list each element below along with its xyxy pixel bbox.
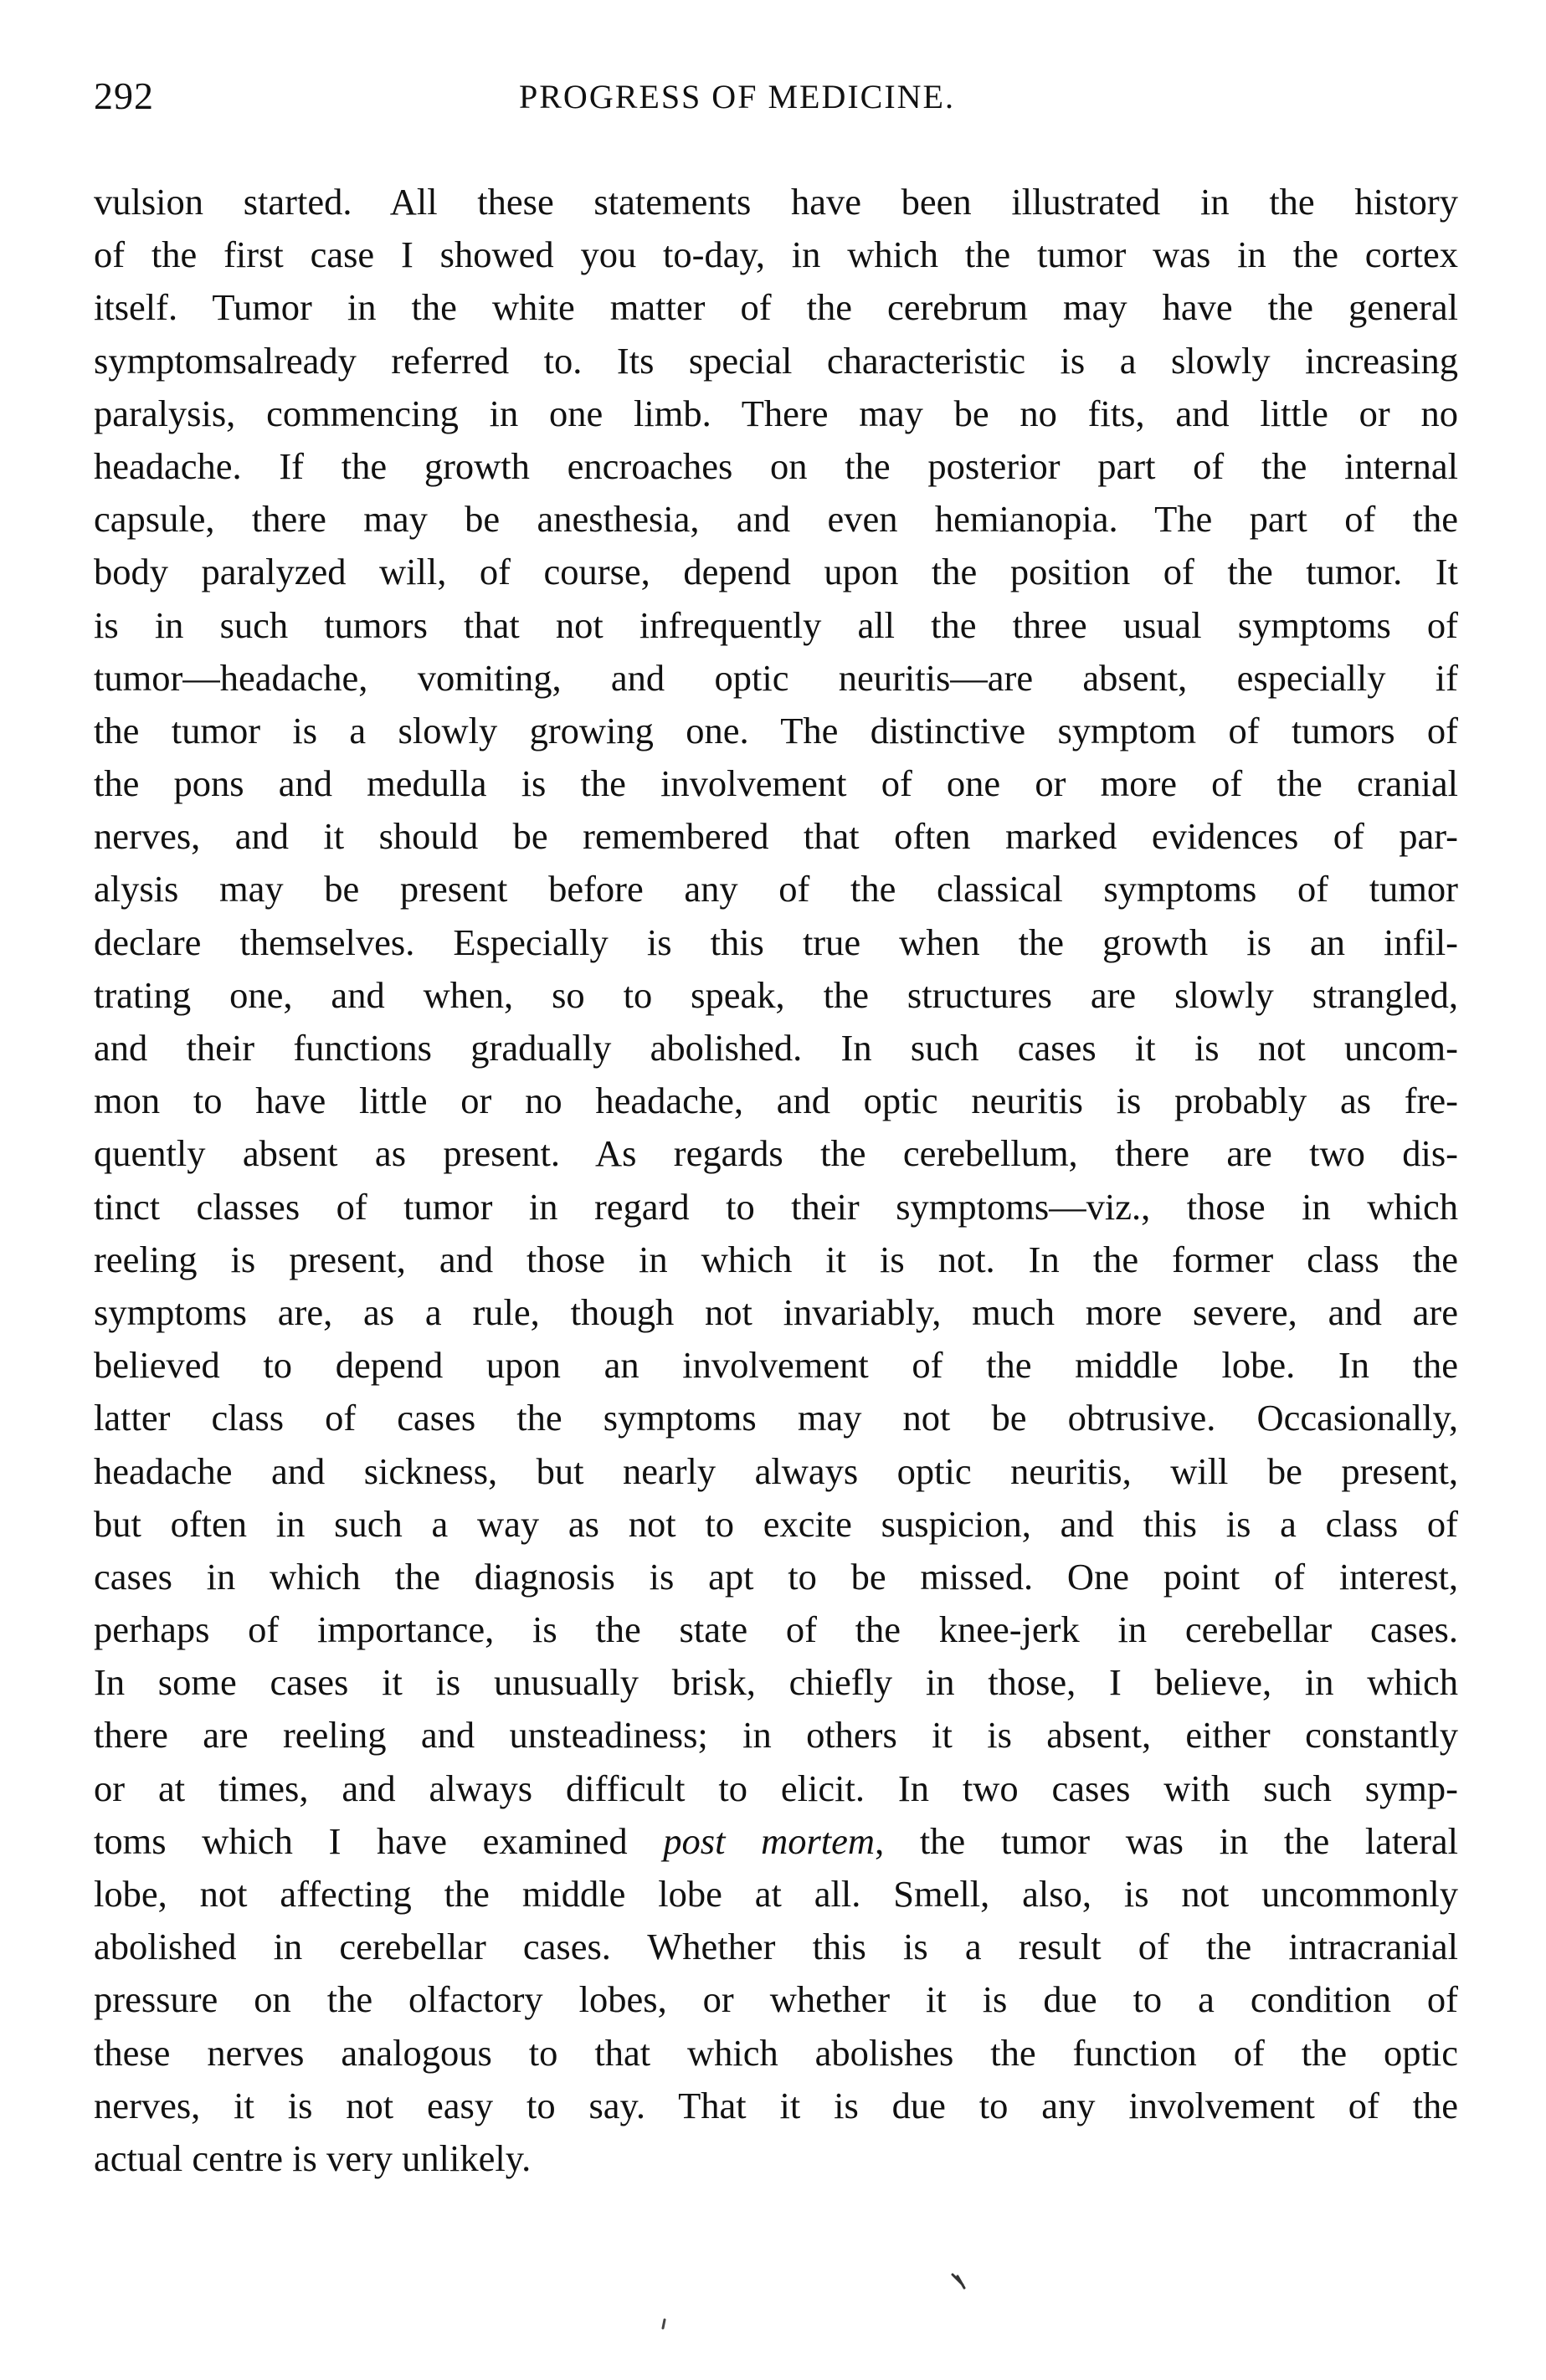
text-line: trating one, and when, so to speak, the structures are slowly strangled,: [94, 973, 1458, 1016]
text-line: declare themselves. Especially is this true when the growth is an infil-: [94, 921, 1458, 963]
running-title: PROGRESS OF MEDICINE.: [519, 78, 955, 115]
text-line: lobe, not affecting the middle lobe at all. Smell, also, is not uncommonly: [94, 1873, 1458, 1915]
text-line: headache. If the growth encroaches on the posterior part of the internal: [94, 444, 1458, 487]
text-line: believed to depend upon an involvement of the middle lobe. In the: [94, 1344, 1458, 1387]
text-line: symptomsalready referred to. Its special characteristic is a slowly increasing: [94, 339, 1458, 382]
running-head: [94, 74, 1460, 124]
text-line: tumor—headache, vomiting, and optic neuritis—are absent, especially if: [94, 656, 1458, 699]
text-segment: toms which I have examined: [94, 1819, 664, 1862]
text-line: latter class of cases the symptoms may not be obtrusive. Occasionally,: [94, 1397, 1458, 1439]
text-line: cases in which the diagnosis is apt to be missed. One point of interest,: [94, 1555, 1458, 1598]
text-line: tinct classes of tumor in regard to their symptoms—viz., those in which: [94, 1185, 1458, 1228]
text-line-with-italic: [94, 1815, 1458, 1868]
text-segment: , the tumor was in the lateral: [875, 1819, 1458, 1862]
text-line: nerves, and it should be remembered that often marked evidences of par-: [94, 815, 1458, 858]
body-text: [94, 176, 1458, 2185]
text-line: paralysis, commencing in one limb. There may be no fits, and little or no: [94, 392, 1458, 434]
italic-phrase: post mortem: [663, 1819, 876, 1862]
text-line: these nerves analogous to that which abolishes the function of the optic: [94, 2031, 1458, 2074]
text-line: alysis may be present before any of the classical symptoms of tumor: [94, 868, 1458, 910]
text-line: quently absent as present. As regards the cerebellum, there are two dis-: [94, 1132, 1458, 1175]
text-line: reeling is present, and those in which it is not. In the former class the: [94, 1238, 1458, 1280]
text-line: body paralyzed will, of course, depend upon the position of the tumor. It: [94, 551, 1458, 593]
page-number: 292: [94, 74, 154, 117]
text-line: is in such tumors that not infrequently all the three usual symptoms of: [94, 603, 1458, 646]
text-line: nerves, it is not easy to say. That it is due to any involvement of the: [94, 2084, 1458, 2126]
text-line: or at times, and always difficult to elicit. In two cases with such symp-: [94, 1767, 1458, 1809]
text-line: perhaps of importance, is the state of the knee-jerk in cerebellar cases.: [94, 1608, 1458, 1651]
text-line-final: actual centre is very unlikely.: [94, 2136, 532, 2179]
text-line: the tumor is a slowly growing one. The distinctive symptom of tumors of: [94, 709, 1458, 751]
text-line: abolished in cerebellar cases. Whether this is a result of the intracranial: [94, 1926, 1458, 1968]
text-line: pressure on the olfactory lobes, or whether it is due to a condition of: [94, 1978, 1458, 2021]
text-line: but often in such a way as not to excite suspicion, and this is a class of: [94, 1502, 1458, 1545]
text-line: capsule, there may be anesthesia, and even hemianopia. The part of the: [94, 498, 1458, 541]
ink-dot-mark: [656, 2316, 673, 2333]
text-line: of the first case I showed you to-day, in which the tumor was in the cortex: [94, 233, 1458, 276]
text-line: mon to have little or no headache, and optic neuritis is probably as fre-: [94, 1080, 1458, 1122]
text-line: there are reeling and unsteadiness; in others it is absent, either constantly: [94, 1714, 1458, 1757]
text-line: itself. Tumor in the white matter of the cerebrum may have the general: [94, 286, 1458, 329]
ink-speck-mark: [946, 2268, 979, 2301]
text-line: symptoms are, as a rule, though not invariably, much more severe, and are: [94, 1290, 1458, 1333]
text-line: and their functions gradually abolished. In such cases it is not uncom-: [94, 1027, 1458, 1069]
text-line: the pons and medulla is the involvement of one or more of the cranial: [94, 762, 1458, 805]
text-line: In some cases it is unusually brisk, chiefly in those, I believe, in which: [94, 1661, 1458, 1704]
text-line: headache and sickness, but nearly always optic neuritis, will be present,: [94, 1449, 1458, 1492]
text-line: vulsion started. All these statements have been illustrated in the history: [94, 181, 1458, 223]
